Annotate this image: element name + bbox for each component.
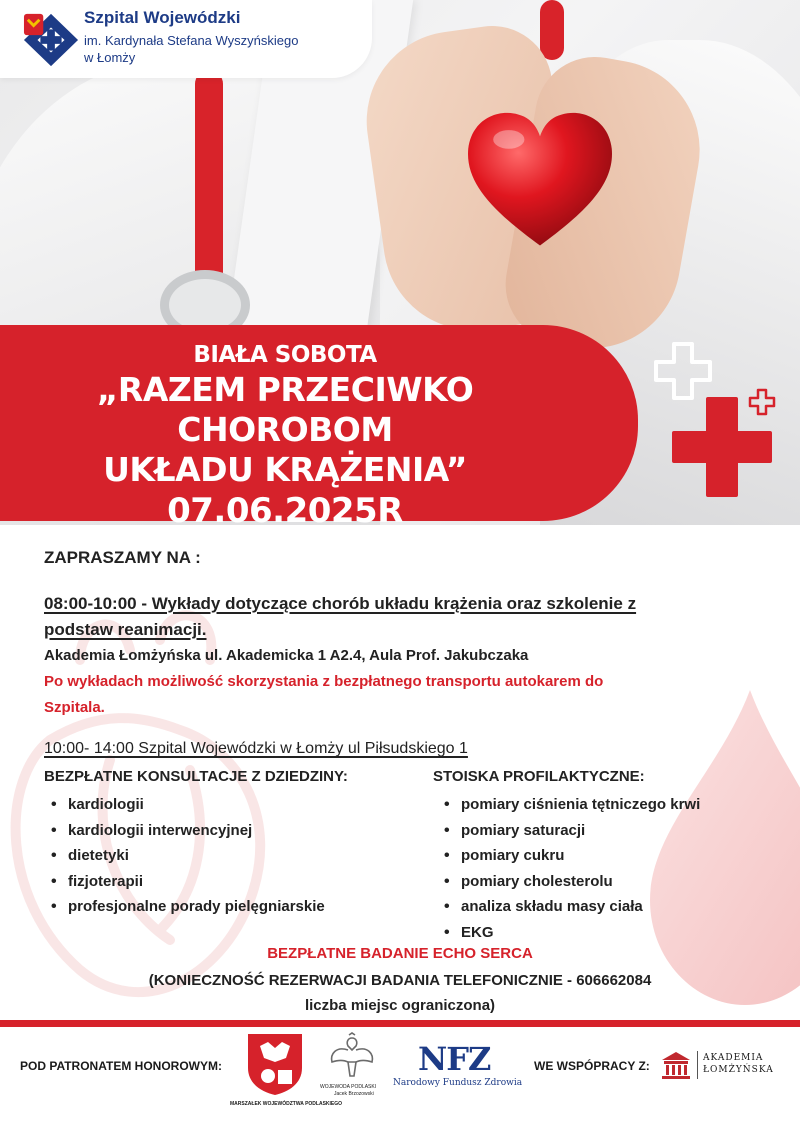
event-title-line2: UKŁADU KRĄŻENIA” (103, 450, 467, 489)
list-item: • dietetyki (44, 846, 325, 872)
stethoscope-tube (195, 70, 223, 300)
venue-address: Akademia Łomżyńska ul. Akademicka 1 A2.4, Aula Prof. Jakubczaka (44, 647, 529, 664)
list-item: • EKG (437, 923, 700, 949)
patronage-label: POD PATRONATEM HONOROWYM: (20, 1059, 222, 1073)
list-item: • fizjoterapii (44, 872, 325, 898)
limited-seats-note: liczba miejsc ograniczona) (304, 997, 496, 1014)
invite-heading: ZAPRASZAMY NA : (44, 548, 201, 567)
event-title (0, 340, 570, 525)
cooperation-label: WE WSPÓPRACY Z: (534, 1059, 650, 1073)
reservation-note: (KONIECZNOŚĆ REZERWACJI BADANIA TELEFONICZNIE - 606662084 (148, 972, 652, 989)
voivode-name: Jacek Brzozowski (334, 1091, 374, 1097)
consultations-list (44, 795, 325, 923)
heart-icon (462, 100, 618, 260)
academy-name-line2: ŁOMŻYŃSKA (703, 1065, 774, 1075)
lecture-line-2: podstaw reanimacji. (44, 620, 207, 639)
list-item: • kardiologii (44, 795, 325, 821)
list-item: • pomiary saturacji (437, 821, 700, 847)
event-date: 07.06.2025R (167, 491, 403, 525)
list-item: • kardiologii interwencyjnej (44, 821, 325, 847)
list-item: • profesjonalne porady pielęgniarskie (44, 897, 325, 923)
academy-name-line1: AKADEMIA (703, 1053, 764, 1063)
list-item: • pomiary cukru (437, 846, 700, 872)
cross-outline-icon (652, 340, 714, 402)
stands-heading: STOISKA PROFILAKTYCZNE: (433, 768, 645, 785)
nfz-full-name: Narodowy Fundusz Zdrowia (393, 1078, 523, 1088)
list-item: • analiza składu masy ciała (437, 897, 700, 923)
transport-line-2: Szpitala. (44, 699, 105, 716)
hospital-name: Szpital Wojewódzki (84, 8, 241, 27)
marshal-caption: MARSZAŁEK WOJEWÓDZTWA PODLASKIEGO (230, 1101, 343, 1107)
hospital-city-line: w Łomży (84, 50, 136, 65)
event-subtitle: BIAŁA SOBOTA (193, 342, 377, 368)
hospital-logo-icon (22, 12, 80, 68)
stands-list (437, 795, 700, 948)
academy-logo-divider (697, 1051, 698, 1079)
hero-photo (0, 0, 800, 525)
stethoscope-tube-top (540, 0, 564, 60)
hospital-time-location: 10:00- 14:00 Szpital Wojewódzki w Łomży ul Piłsudskiego 1 (44, 740, 468, 757)
academy-building-icon (660, 1050, 692, 1080)
echo-exam-note: BEZPŁATNE BADANIE ECHO SERCA (267, 945, 533, 962)
event-title-line1: „RAZEM PRZECIWKO CHOROBOM (96, 370, 474, 449)
list-item: • pomiary ciśnienia tętniczego krwi (437, 795, 700, 821)
podlaskie-coat-of-arms-icon (246, 1032, 304, 1096)
transport-line-1: Po wykładach możliwość skorzystania z bezpłatnego transportu autokarem do (44, 673, 604, 690)
polish-eagle-icon (328, 1032, 376, 1082)
consultations-heading: BEZPŁATNE KONSULTACJE Z DZIEDZINY: (44, 768, 348, 785)
footer-divider (0, 1020, 800, 1027)
cross-red-icon (670, 395, 774, 499)
hospital-logo-card (0, 0, 372, 78)
lecture-line-1: 08:00-10:00 - Wykłady dotyczące chorób układu krążenia oraz szkolenie z (44, 594, 637, 613)
voivode-caption: WOJEWODA PODLASKI (320, 1084, 377, 1090)
hospital-patron-line: im. Kardynała Stefana Wyszyńskiego (84, 33, 299, 48)
list-item: • pomiary cholesterolu (437, 872, 700, 898)
nfz-logo: NFZ (418, 1040, 491, 1078)
hospital-patron (84, 32, 298, 66)
